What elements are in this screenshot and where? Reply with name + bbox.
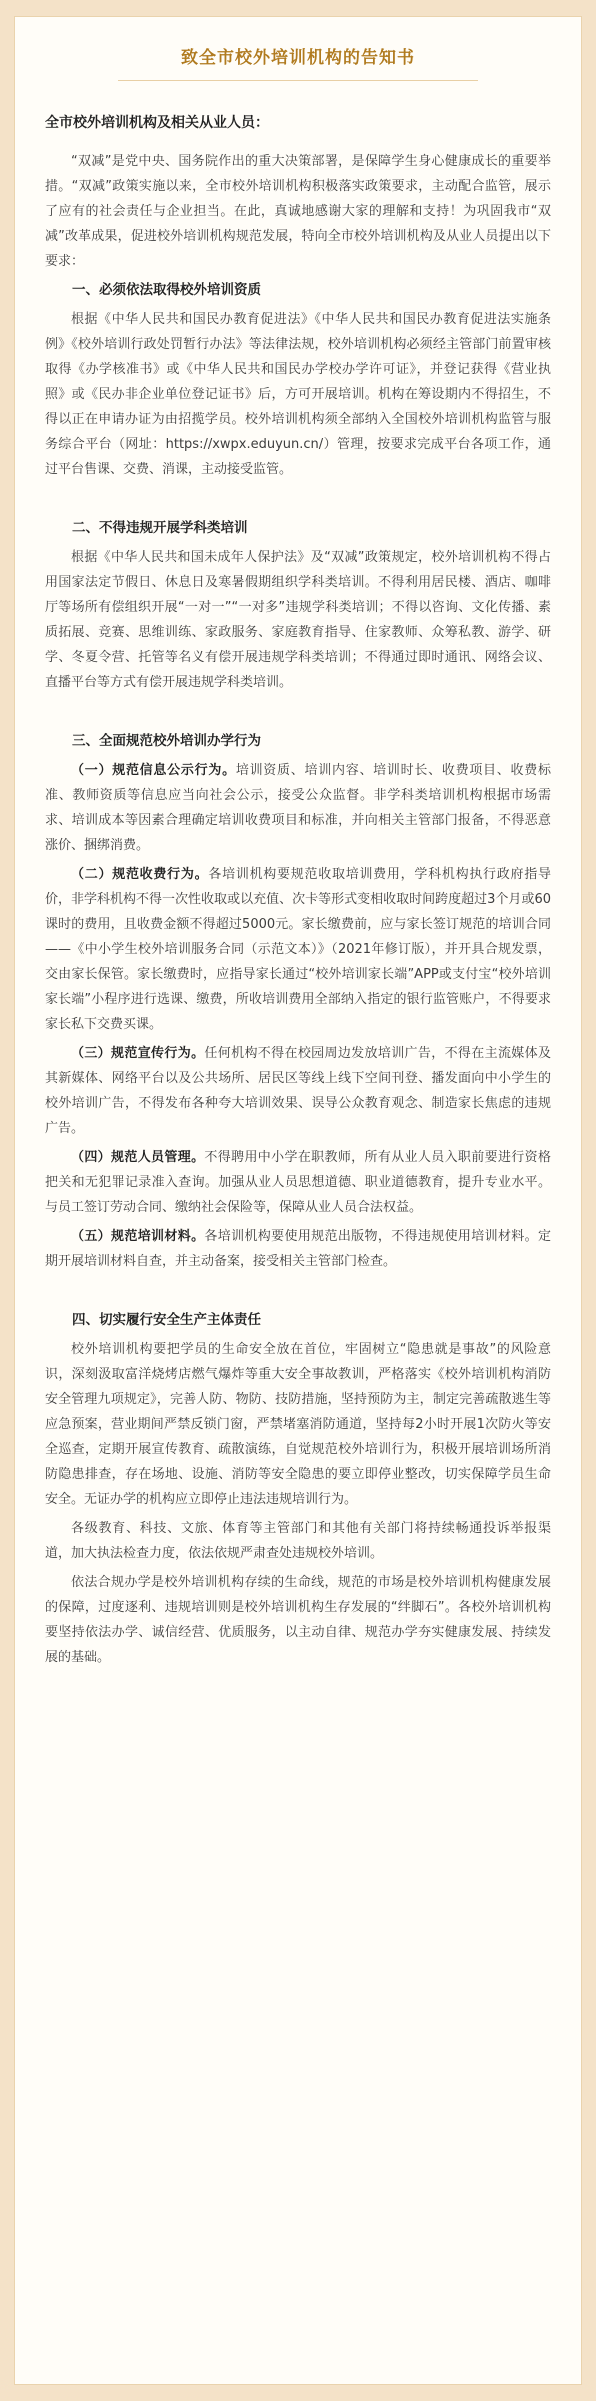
section-3-item-5 [45, 1224, 551, 1274]
section-3-item-4 [45, 1145, 551, 1220]
document-body [15, 81, 581, 1670]
item-lead: （五）规范培训材料。 [71, 1229, 205, 1244]
section-heading-2: 二、不得违规开展学科类培训 [72, 520, 248, 536]
notice-document [14, 16, 582, 2385]
section-3-item-2 [45, 862, 551, 1037]
item-text: 各培训机构要使用规范出版物，不得违规使用培训材料。定期开展培训材料自查，并主动备案，接受相关主管部门检查。 [45, 1229, 551, 1269]
addressee: 全市校外培训机构及相关从业人员： [45, 115, 269, 131]
document-title: 致全市校外培训机构的告知书 [181, 48, 415, 68]
item-text: 任何机构不得在校园周边发放培训广告，不得在主流媒体及其新媒体、网络平台以及公共场所、居民区等线上线下空间刊登、播发面向中小学生的校外培训广告，不得发布各种夸大培训效果、误导公众教育观念、制造家长焦虑的违规广告。 [45, 1046, 551, 1136]
intro-paragraph: “双减”是党中央、国务院作出的重大决策部署，是保障学生身心健康成长的重要举措。“双减”政策实施以来，全市校外培训机构积极落实政策要求，主动配合监管，展示了应有的社会责任与企业担当。在此，真诚地感谢大家的理解和支持！为巩固我市“双减”改革成果，促进校外培训机构规范发展，特向全市校外培训机构及从业人员提出以下要求： [45, 154, 551, 269]
section-4-paragraph-3: 依法合规办学是校外培训机构存续的生命线，规范的市场是校外培训机构健康发展的保障，过度逐利、违规培训则是校外培训机构生存发展的“绊脚石”。各校外培训机构要坚持依法办学、诚信经营、优质服务，以主动自律、规范办学夯实健康发展、持续发展的基础。 [45, 1575, 551, 1665]
section-heading-4: 四、切实履行安全生产主体责任 [72, 1312, 261, 1328]
section-3-item-3 [45, 1041, 551, 1141]
item-text: 不得聘用中小学在职教师，所有从业人员入职前要进行资格把关和无犯罪记录准入查询。加强从业人员思想道德、职业道德教育，提升专业水平。与员工签订劳动合同、缴纳社会保险等，保障从业人员合法权益。 [45, 1150, 551, 1215]
section-3-item-1 [45, 758, 551, 858]
item-text: 各培训机构要规范收取培训费用，学科机构执行政府指导价，非学科机构不得一次性收取或以充值、次卡等形式变相收取时间跨度超过3个月或60课时的费用，且收费金额不得超过5000元。家长缴费前，应与家长签订规范的培训合同——《中小学生校外培训服务合同（示范文本）》（2021年修订版），并开具合规发票，交由家长保管。家长缴费时，应指导家长通过“校外培训家长端”APP或支付宝“校外培训家长端”小程序进行选课、缴费，所收培训费用全部纳入指定的银行监管账户，不得要求家长私下交费买课。 [45, 867, 551, 1032]
section-1-paragraph: 根据《中华人民共和国民办教育促进法》《中华人民共和国民办教育促进法实施条例》《校外培训行政处罚暂行办法》等法律法规，校外培训机构必须经主管部门前置审核取得《办学核准书》或《中华人民共和国民办学校办学许可证》，并登记获得《营业执照》或《民办非企业单位登记证书》后，方可开展培训。机构在筹设期内不得招生，不得以正在申请办证为由招揽学员。校外培训机构须全部纳入全国校外培训机构监管与服务综合平台（网址：https://xwpx.eduyun.cn/）管理，按要求完成平台各项工作，通过平台售课、交费、消课，主动接受监管。 [45, 312, 551, 477]
item-lead: （四）规范人员管理。 [71, 1150, 205, 1165]
section-4-paragraph-1: 校外培训机构要把学员的生命安全放在首位，牢固树立“隐患就是事故”的风险意识，深刻汲取富洋烧烤店燃气爆炸等重大安全事故教训，严格落实《校外培训机构消防安全管理九项规定》，完善人防、物防、技防措施，坚持预防为主，制定完善疏散逃生等应急预案，营业期间严禁反锁门窗，严禁堵塞消防通道，坚持每2小时开展1次防火等安全巡查，定期开展宣传教育、疏散演练，自觉规范校外培训行为，积极开展培训场所消防隐患排查，存在场地、设施、消防等安全隐患的要立即停业整改，切实保障学员生命安全。无证办学的机构应立即停止违法违规培训行为。 [45, 1342, 551, 1507]
section-heading-1: 一、必须依法取得校外培训资质 [72, 282, 261, 298]
item-lead: （三）规范宣传行为。 [71, 1046, 205, 1061]
item-text: 培训资质、培训内容、培训时长、收费项目、收费标准、教师资质等信息应当向社会公示，接受公众监督。非学科类培训机构根据市场需求、培训成本等因素合理确定培训收费项目和标准，并向相关主管部门报备，不得恶意涨价、捆绑消费。 [45, 763, 551, 853]
section-2-paragraph: 根据《中华人民共和国未成年人保护法》及“双减”政策规定，校外培训机构不得占用国家法定节假日、休息日及寒暑假期组织学科类培训。不得利用居民楼、酒店、咖啡厅等场所有偿组织开展“一对一”“一对多”违规学科类培训；不得以咨询、文化传播、素质拓展、竞赛、思维训练、家政服务、家庭教育指导、住家教师、众筹私教、游学、研学、冬夏令营、托管等名义有偿开展违规学科类培训；不得通过即时通讯、网络会议、直播平台等方式有偿开展违规学科类培训。 [45, 550, 551, 690]
section-heading-3: 三、全面规范校外培训办学行为 [72, 733, 261, 749]
item-lead: （二）规范收费行为。 [71, 867, 209, 882]
item-lead: （一）规范信息公示行为。 [71, 763, 236, 778]
section-4-paragraph-2: 各级教育、科技、文旅、体育等主管部门和其他有关部门将持续畅通投诉举报渠道，加大执法检查力度，依法依规严肃查处违规校外培训。 [45, 1521, 551, 1561]
